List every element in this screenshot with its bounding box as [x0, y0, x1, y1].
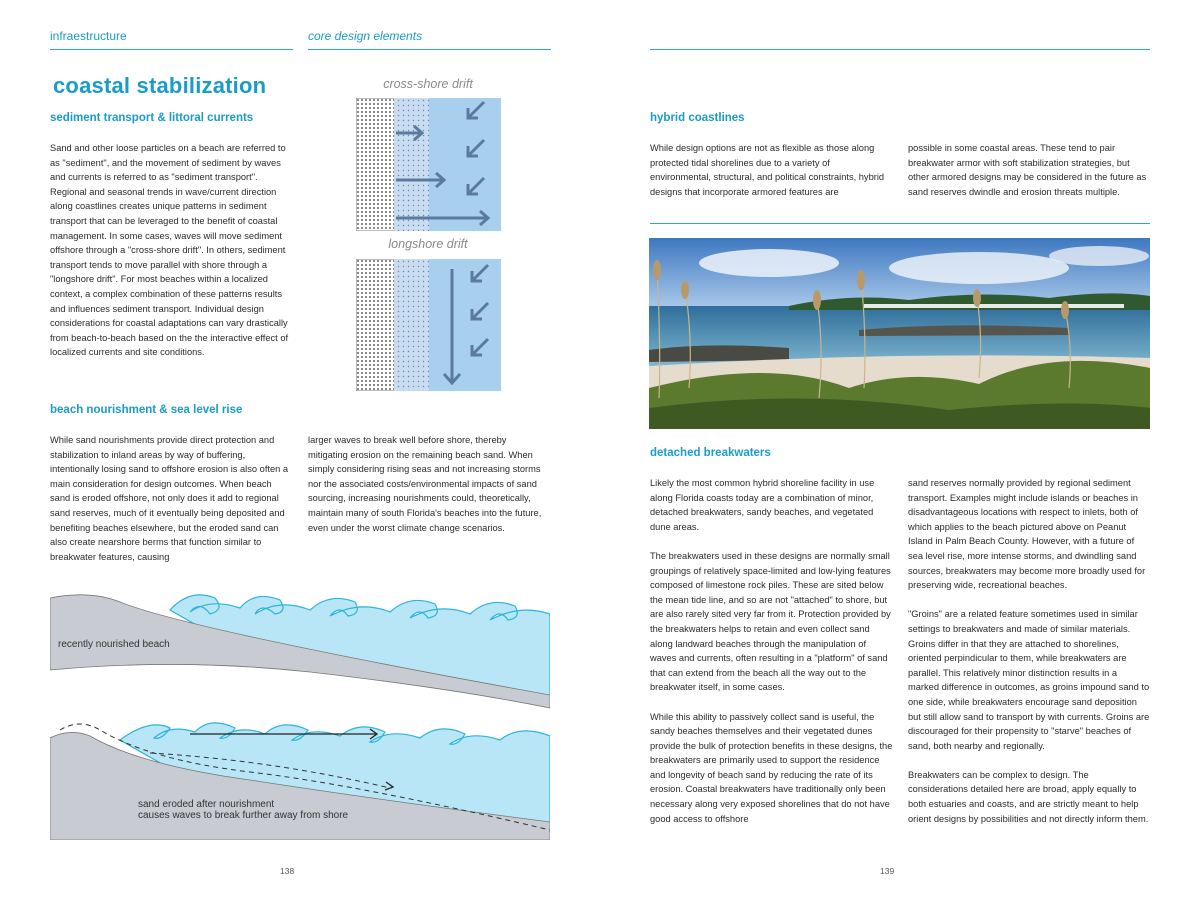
label-eroded-line2: causes waves to break further away from shore: [138, 810, 349, 821]
header-rule-mid: [308, 49, 551, 50]
section-body-sediment: Sand and other loose particles on a beach are referred to as "sediment", and the movement of sediment by waves and currents is referred to as "sediment transport". Regional and seasonal trends in wave/current direction along coastlines creates unique patterns in sediment transport that can be leveraged to the benefit of coastal management. In some cases, waves will move sediment offshore through a "cross-shore drift". In others, sediment transport tends to move parallel with shore through a "longshore drift". For most beaches within a localized context, a complex combination of these patterns results and influences sediment transport. Individual design considerations for coastal adaptations can vary drastically from beach-to-beach based on the the interactive effect of localized currents and site conditions.: [50, 143, 289, 358]
section-body-nourishment-col1: While sand nourishments provide direct protection and stabilization to inland areas by way of buffering, intentionally losing sand to offshore erosion is also often a main consideration for design outcomes. When beach sand is eroded offshore, not only does it add to regional sand reserves, much of it eventually being deposited and benefiting beaches elsewhere, but the eroded sand can also create nearshore berms that function similar to breakwater features, causing: [50, 435, 289, 562]
page-number-left: 138: [280, 866, 295, 876]
breakwaters-col1-p2: The breakwaters used in these designs are normally small groupings of relatively space-limited and low-lying features composed of limestone rock piles. These are sited below the mean tide line, and so are not "attached" to shore, but are also rarely sited very far from it. Protection provided by the breakwaters helps to retain and even collect sand along landward beaches through the manipulation of waves and currents, often resulting in a "platform" of sand that can extend from the beach all the way out to the breakwater itself, in some cases.: [650, 550, 891, 693]
breakwaters-col2-p3: Breakwaters can be complex to design. The considerations detailed here are broad, apply equally to both estuaries and coasts, and are strictly meant to help orient designs by possibilities and not directly inform them.: [908, 769, 1149, 824]
beach-photo: [649, 238, 1150, 429]
section-heading-breakwaters: detached breakwaters: [650, 447, 771, 459]
section-heading-nourishment: beach nourishment & sea level rise: [50, 404, 243, 416]
header-section-label: infraestructure: [50, 29, 127, 43]
section-body-hybrid-col1: While design options are not as flexible as those along protected tidal shorelines due to a variety of environmental, structural, and political constraints, hybrid designs that incorporate armored features are: [650, 143, 885, 197]
page-title: coastal stabilization: [53, 73, 267, 98]
section-body-nourishment-col2: larger waves to break well before shore, thereby mitigating erosion on the remaining beach sand. When simply considering rising seas and not increasing storms nor the associated costs/environmental impacts of sand sourcing, increasing nourishments could, theoretically, maintain many of south Florida's beaches into the future, even under the worst climate change scenarios.: [308, 435, 542, 533]
header-rule-left: [50, 49, 293, 50]
cross-shore-caption: cross-shore drift: [383, 77, 473, 91]
longshore-drift-diagram: [356, 259, 501, 391]
label-recently-nourished: recently nourished beach: [58, 639, 170, 650]
longshore-caption: longshore drift: [388, 237, 468, 251]
section-heading-hybrid: hybrid coastlines: [650, 112, 745, 124]
section-body-breakwaters-col2: [908, 476, 1150, 841]
breakwaters-col2-p2: "Groins" are a related feature sometimes used in similar settings to breakwaters and made of similar materials. Groins differ in that they are attached to shorelines, oriented perpindicular to them, while breakwaters are parallel. This relatively minor distinction results in a marked difference in outcomes, as groins impound sand to one side, while breakwaters encourage sand deposition but still allow sand to transport by with currents. Groins are discouraged for their propensity to "starve" beaches of sand, both nearby and regionally.: [908, 609, 1150, 751]
section-rule-right: [650, 223, 1150, 224]
section-heading-sediment: sediment transport & littoral currents: [50, 112, 254, 124]
page-number-right: 139: [880, 866, 895, 876]
label-eroded-line1: sand eroded after nourishment: [138, 799, 275, 810]
section-body-hybrid-col2: possible in some coastal areas. These tend to pair breakwater armor with soft stabilization strategies, but other armored designs may be considered in the future as sand reserves dwindle and erosion threats multiple.: [908, 143, 1147, 197]
header-chapter-label: core design elements: [308, 29, 423, 43]
beach-profile-figure: [50, 590, 550, 840]
breakwaters-col2-p1: sand reserves normally provided by regional sediment transport. Examples might include islands or beaches in disadvantageous locations with respect to inlets, both of which applies to the beach pictured above on Peanut Island in Palm Beach County. However, with a future of sea level rise, more intense storms, and dwindling sand sources, breakwaters may become more broadly used for preserving wide, recreational beaches.: [908, 478, 1146, 591]
breakwaters-col1-p1: Likely the most common hybrid shoreline facility in use along Florida coasts today are a combination of minor, detached breakwaters, sandy beaches, and vegetated dune areas.: [650, 478, 875, 532]
section-body-breakwaters-col1: [650, 476, 893, 841]
header-rule-right: [650, 49, 1150, 50]
cross-shore-drift-diagram: [356, 98, 501, 231]
breakwaters-col1-p3: While this ability to passively collect sand is useful, the sandy beaches themselves and their vegetated dunes provide the bulk of protection benefits in these designs, the breakwaters are primarily used to support the residence and longevity of beach sand by reducing the rate of its erosion. Coastal breakwaters have traditionally only been necessary along very exposed shorelines that do not have good access to offshore: [650, 711, 893, 824]
